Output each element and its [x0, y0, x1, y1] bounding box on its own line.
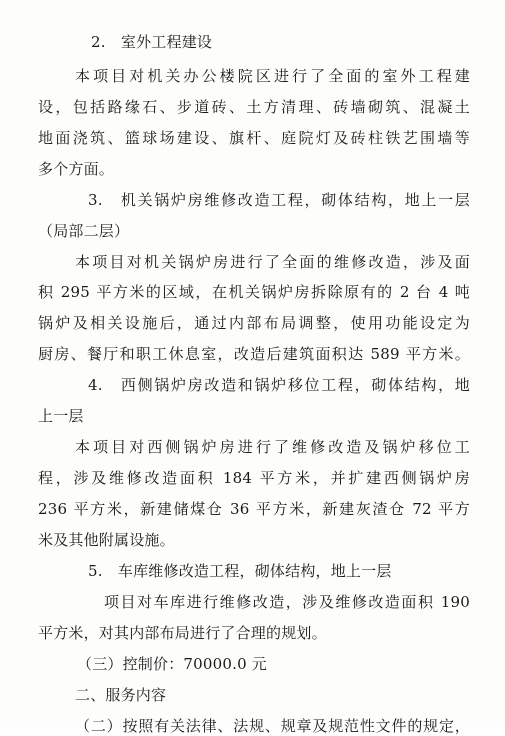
paragraph-line: 积 295 平方米的区域，在机关锅炉房拆除原有的 2 台 4 吨 [38, 283, 470, 301]
section-heading: 4. 西侧锅炉房改造和锅炉移位工程，砌体结构，地 [88, 376, 470, 394]
paragraph-line: 程，涉及维修改造面积 184 平方米，并扩建西侧锅炉房 [38, 469, 470, 487]
paragraph-line: 平方米，对其内部布局进行了合理的规划。 [38, 624, 327, 642]
section-heading: 2. 室外工程建设 [91, 33, 213, 51]
paragraph-line: 地面浇筑、篮球场建设、旗杆、庭院灯及砖柱铁艺围墙等 [38, 129, 470, 147]
price-line: （三）控制价：70000.0 元 [77, 655, 267, 673]
paragraph-line: 236 平方米，新建储煤仓 36 平方米，新建灰渣仓 72 平方 [38, 500, 470, 518]
paragraph-line: 本项目对西侧锅炉房进行了维修改造及锅炉移位工 [75, 438, 470, 456]
paragraph-line: 本项目对机关办公楼院区进行了全面的室外工程建 [75, 67, 470, 85]
section-heading: 3. 机关锅炉房维修改造工程，砌体结构，地上一层 [88, 191, 470, 209]
paragraph-line: 多个方面。 [38, 160, 115, 178]
section-heading: （局部二层） [38, 222, 130, 240]
paragraph-line: 项目对车库进行维修改造，涉及维修改造面积 190 [104, 593, 470, 611]
section-heading: 上一层 [38, 407, 84, 425]
paragraph-line: 设，包括路缘石、步道砖、土方清理、砖墙砌筑、混凝土 [38, 98, 470, 116]
paragraph-line: 米及其他附属设施。 [38, 531, 175, 549]
section-heading: 二、服务内容 [75, 686, 167, 704]
paragraph-line: 锅炉及相关设施后，通过内部布局调整，使用功能设定为 [38, 314, 470, 332]
paragraph-line: （二）按照有关法律、法规、规章及规范性文件的规定， [75, 717, 470, 735]
paragraph-line: 本项目对机关锅炉房进行了全面的维修改造，涉及面 [75, 253, 470, 271]
section-heading: 5. 车库维修改造工程，砌体结构，地上一层 [88, 562, 392, 580]
paragraph-line: 厨房、餐厅和职工休息室，改造后建筑面积达 589 平方米。 [38, 345, 470, 363]
